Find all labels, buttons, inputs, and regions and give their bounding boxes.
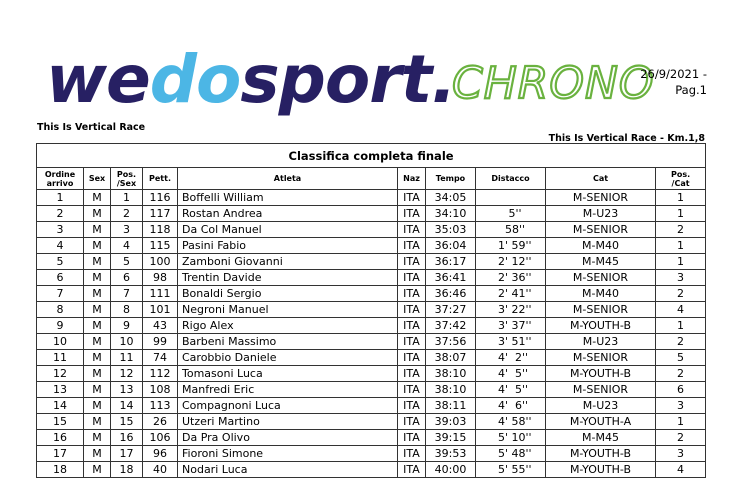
- cell-distacco: 5' 48'': [476, 446, 546, 462]
- cell-pos-cat: 3: [656, 270, 706, 286]
- cell-naz: ITA: [398, 462, 426, 478]
- cell-cat: M-YOUTH-B: [546, 318, 656, 334]
- cell-tempo: 38:07: [426, 350, 476, 366]
- table-row: [37, 302, 706, 318]
- cell-tempo: 39:03: [426, 414, 476, 430]
- cell-pos-cat: 1: [656, 206, 706, 222]
- cell-pos-sex: 3: [111, 222, 143, 238]
- cell-pos-sex: 11: [111, 350, 143, 366]
- table-row: [37, 334, 706, 350]
- cell-ordine: 17: [37, 446, 84, 462]
- cell-tempo: 40:00: [426, 462, 476, 478]
- cell-atleta: Compagnoni Luca: [178, 398, 398, 414]
- cell-sex: M: [84, 430, 111, 446]
- cell-tempo: 38:11: [426, 398, 476, 414]
- cell-ordine: 16: [37, 430, 84, 446]
- cell-pos-sex: 13: [111, 382, 143, 398]
- cell-pett: 115: [143, 238, 178, 254]
- cell-pos-cat: 4: [656, 462, 706, 478]
- cell-pett: 111: [143, 286, 178, 302]
- svg-text:wedosport.: wedosport.: [46, 41, 456, 118]
- cell-ordine: 6: [37, 270, 84, 286]
- results-table: [36, 143, 706, 478]
- cell-pos-cat: 1: [656, 254, 706, 270]
- cell-pos-sex: 5: [111, 254, 143, 270]
- page-number: Pag.1: [675, 83, 707, 97]
- cell-atleta: Zamboni Giovanni: [178, 254, 398, 270]
- cell-distacco: 4' 5'': [476, 382, 546, 398]
- cell-atleta: Boffelli William: [178, 190, 398, 206]
- cell-ordine: 7: [37, 286, 84, 302]
- cell-distacco: 3' 22'': [476, 302, 546, 318]
- cell-naz: ITA: [398, 382, 426, 398]
- cell-distacco: 2' 12'': [476, 254, 546, 270]
- cell-sex: M: [84, 446, 111, 462]
- svg-text:CHRONO: CHRONO: [452, 58, 655, 109]
- cell-naz: ITA: [398, 222, 426, 238]
- cell-cat: M-M40: [546, 286, 656, 302]
- table-row: [37, 462, 706, 478]
- cell-sex: M: [84, 334, 111, 350]
- cell-pos-cat: 1: [656, 190, 706, 206]
- cell-tempo: 38:10: [426, 366, 476, 382]
- cell-naz: ITA: [398, 398, 426, 414]
- cell-ordine: 1: [37, 190, 84, 206]
- cell-pos-sex: 16: [111, 430, 143, 446]
- cell-cat: M-YOUTH-B: [546, 462, 656, 478]
- cell-pett: 99: [143, 334, 178, 350]
- cell-tempo: 36:41: [426, 270, 476, 286]
- cell-tempo: 37:42: [426, 318, 476, 334]
- cell-tempo: 36:04: [426, 238, 476, 254]
- table-row: [37, 222, 706, 238]
- cell-naz: ITA: [398, 238, 426, 254]
- table-row: [37, 238, 706, 254]
- cell-sex: M: [84, 222, 111, 238]
- cell-cat: M-SENIOR: [546, 270, 656, 286]
- cell-atleta: Da Pra Olivo: [178, 430, 398, 446]
- cell-ordine: 4: [37, 238, 84, 254]
- cell-cat: M-SENIOR: [546, 302, 656, 318]
- cell-cat: M-M45: [546, 430, 656, 446]
- cell-pos-sex: 8: [111, 302, 143, 318]
- cell-ordine: 5: [37, 254, 84, 270]
- cell-cat: M-M45: [546, 254, 656, 270]
- cell-cat: M-U23: [546, 206, 656, 222]
- table-row: [37, 366, 706, 382]
- cell-distacco: 3' 51'': [476, 334, 546, 350]
- cell-distacco: 2' 36'': [476, 270, 546, 286]
- cell-naz: ITA: [398, 334, 426, 350]
- col-sex: Sex: [84, 168, 111, 190]
- table-row: [37, 398, 706, 414]
- cell-ordine: 18: [37, 462, 84, 478]
- cell-tempo: 39:53: [426, 446, 476, 462]
- cell-sex: M: [84, 382, 111, 398]
- table-row: [37, 446, 706, 462]
- cell-atleta: Manfredi Eric: [178, 382, 398, 398]
- cell-tempo: 37:56: [426, 334, 476, 350]
- cell-pos-cat: 2: [656, 334, 706, 350]
- cell-sex: M: [84, 254, 111, 270]
- cell-naz: ITA: [398, 446, 426, 462]
- cell-distacco: 4' 2'': [476, 350, 546, 366]
- cell-pett: 118: [143, 222, 178, 238]
- cell-distacco: 3' 37'': [476, 318, 546, 334]
- cell-cat: M-SENIOR: [546, 382, 656, 398]
- cell-atleta: Nodari Luca: [178, 462, 398, 478]
- cell-ordine: 14: [37, 398, 84, 414]
- cell-distacco: 5' 10'': [476, 430, 546, 446]
- cell-sex: M: [84, 190, 111, 206]
- cell-pett: 106: [143, 430, 178, 446]
- cell-pett: 108: [143, 382, 178, 398]
- cell-naz: ITA: [398, 302, 426, 318]
- cell-distacco: 1' 59'': [476, 238, 546, 254]
- cell-naz: ITA: [398, 190, 426, 206]
- cell-sex: M: [84, 286, 111, 302]
- cell-pos-sex: 7: [111, 286, 143, 302]
- col-ordine: Ordine arrivo: [37, 168, 84, 190]
- table-row: [37, 206, 706, 222]
- cell-ordine: 3: [37, 222, 84, 238]
- race-name-left: This Is Vertical Race: [37, 122, 146, 133]
- date-page-info: [640, 66, 707, 98]
- col-cat: Cat: [546, 168, 656, 190]
- cell-sex: M: [84, 302, 111, 318]
- col-pos-sex: Pos. /Sex: [111, 168, 143, 190]
- table-row: [37, 318, 706, 334]
- cell-sex: M: [84, 238, 111, 254]
- cell-tempo: 39:15: [426, 430, 476, 446]
- table-row: [37, 190, 706, 206]
- cell-ordine: 10: [37, 334, 84, 350]
- cell-cat: M-U23: [546, 398, 656, 414]
- cell-sex: M: [84, 414, 111, 430]
- cell-cat: M-SENIOR: [546, 190, 656, 206]
- cell-distacco: 5'': [476, 206, 546, 222]
- cell-cat: M-M40: [546, 238, 656, 254]
- cell-cat: M-YOUTH-B: [546, 446, 656, 462]
- cell-pett: 116: [143, 190, 178, 206]
- cell-ordine: 8: [37, 302, 84, 318]
- cell-pos-cat: 2: [656, 430, 706, 446]
- table-row: [37, 430, 706, 446]
- wedosport-chrono-logo: [44, 38, 655, 118]
- cell-pett: 113: [143, 398, 178, 414]
- cell-tempo: 35:03: [426, 222, 476, 238]
- col-tempo: Tempo: [426, 168, 476, 190]
- cell-pos-sex: 4: [111, 238, 143, 254]
- cell-tempo: 34:05: [426, 190, 476, 206]
- cell-distacco: 4' 5'': [476, 366, 546, 382]
- cell-distacco: 4' 58'': [476, 414, 546, 430]
- cell-distacco: 4' 6'': [476, 398, 546, 414]
- table-row: [37, 414, 706, 430]
- cell-sex: M: [84, 398, 111, 414]
- cell-cat: M-SENIOR: [546, 350, 656, 366]
- cell-distacco: 5' 55'': [476, 462, 546, 478]
- cell-pos-cat: 1: [656, 318, 706, 334]
- cell-naz: ITA: [398, 254, 426, 270]
- cell-pett: 98: [143, 270, 178, 286]
- cell-naz: ITA: [398, 350, 426, 366]
- cell-naz: ITA: [398, 430, 426, 446]
- cell-naz: ITA: [398, 270, 426, 286]
- cell-naz: ITA: [398, 206, 426, 222]
- cell-pett: 43: [143, 318, 178, 334]
- cell-distacco: 2' 41'': [476, 286, 546, 302]
- cell-pos-sex: 15: [111, 414, 143, 430]
- race-name-right: This Is Vertical Race - Km.1,8: [548, 133, 705, 144]
- cell-pos-sex: 6: [111, 270, 143, 286]
- cell-atleta: Trentin Davide: [178, 270, 398, 286]
- cell-naz: ITA: [398, 286, 426, 302]
- cell-sex: M: [84, 318, 111, 334]
- table-title: Classifica completa finale: [37, 144, 706, 168]
- cell-cat: M-YOUTH-A: [546, 414, 656, 430]
- cell-tempo: 34:10: [426, 206, 476, 222]
- cell-pos-cat: 2: [656, 286, 706, 302]
- cell-ordine: 2: [37, 206, 84, 222]
- cell-distacco: [476, 190, 546, 206]
- cell-naz: ITA: [398, 366, 426, 382]
- cell-cat: M-U23: [546, 334, 656, 350]
- cell-ordine: 9: [37, 318, 84, 334]
- cell-ordine: 13: [37, 382, 84, 398]
- col-pos-cat: Pos. /Cat: [656, 168, 706, 190]
- cell-pos-sex: 1: [111, 190, 143, 206]
- cell-ordine: 15: [37, 414, 84, 430]
- col-naz: Naz: [398, 168, 426, 190]
- table-header-row: [37, 168, 706, 190]
- results-table-container: [36, 143, 705, 478]
- col-distacco: Distacco: [476, 168, 546, 190]
- cell-sex: M: [84, 350, 111, 366]
- cell-distacco: 58'': [476, 222, 546, 238]
- table-row: [37, 350, 706, 366]
- cell-atleta: Pasini Fabio: [178, 238, 398, 254]
- cell-pos-cat: 5: [656, 350, 706, 366]
- cell-atleta: Da Col Manuel: [178, 222, 398, 238]
- cell-ordine: 12: [37, 366, 84, 382]
- cell-pett: 112: [143, 366, 178, 382]
- cell-naz: ITA: [398, 318, 426, 334]
- cell-pos-cat: 4: [656, 302, 706, 318]
- table-row: [37, 270, 706, 286]
- table-row: [37, 254, 706, 270]
- cell-sex: M: [84, 270, 111, 286]
- cell-atleta: Utzeri Martino: [178, 414, 398, 430]
- cell-pett: 40: [143, 462, 178, 478]
- cell-pett: 96: [143, 446, 178, 462]
- cell-pos-cat: 3: [656, 398, 706, 414]
- cell-tempo: 36:17: [426, 254, 476, 270]
- cell-tempo: 38:10: [426, 382, 476, 398]
- col-pett: Pett.: [143, 168, 178, 190]
- col-atleta: Atleta: [178, 168, 398, 190]
- cell-pos-sex: 2: [111, 206, 143, 222]
- cell-pos-cat: 3: [656, 446, 706, 462]
- cell-pett: 101: [143, 302, 178, 318]
- cell-sex: M: [84, 206, 111, 222]
- cell-pos-sex: 9: [111, 318, 143, 334]
- cell-pos-sex: 18: [111, 462, 143, 478]
- cell-atleta: Negroni Manuel: [178, 302, 398, 318]
- cell-pos-sex: 17: [111, 446, 143, 462]
- cell-naz: ITA: [398, 414, 426, 430]
- cell-tempo: 36:46: [426, 286, 476, 302]
- cell-atleta: Tomasoni Luca: [178, 366, 398, 382]
- table-row: [37, 382, 706, 398]
- cell-pos-sex: 14: [111, 398, 143, 414]
- cell-atleta: Fioroni Simone: [178, 446, 398, 462]
- cell-sex: M: [84, 462, 111, 478]
- race-date: 26/9/2021 -: [640, 67, 707, 81]
- cell-pos-cat: 6: [656, 382, 706, 398]
- cell-tempo: 37:27: [426, 302, 476, 318]
- cell-pos-sex: 12: [111, 366, 143, 382]
- cell-pett: 117: [143, 206, 178, 222]
- cell-pett: 74: [143, 350, 178, 366]
- cell-atleta: Rostan Andrea: [178, 206, 398, 222]
- cell-pos-cat: 2: [656, 366, 706, 382]
- cell-cat: M-SENIOR: [546, 222, 656, 238]
- cell-pos-sex: 10: [111, 334, 143, 350]
- cell-sex: M: [84, 366, 111, 382]
- cell-atleta: Barbeni Massimo: [178, 334, 398, 350]
- cell-ordine: 11: [37, 350, 84, 366]
- cell-pos-cat: 2: [656, 222, 706, 238]
- cell-pos-cat: 1: [656, 414, 706, 430]
- cell-pett: 26: [143, 414, 178, 430]
- table-row: [37, 286, 706, 302]
- cell-pett: 100: [143, 254, 178, 270]
- cell-atleta: Bonaldi Sergio: [178, 286, 398, 302]
- cell-pos-cat: 1: [656, 238, 706, 254]
- cell-cat: M-YOUTH-B: [546, 366, 656, 382]
- cell-atleta: Carobbio Daniele: [178, 350, 398, 366]
- cell-atleta: Rigo Alex: [178, 318, 398, 334]
